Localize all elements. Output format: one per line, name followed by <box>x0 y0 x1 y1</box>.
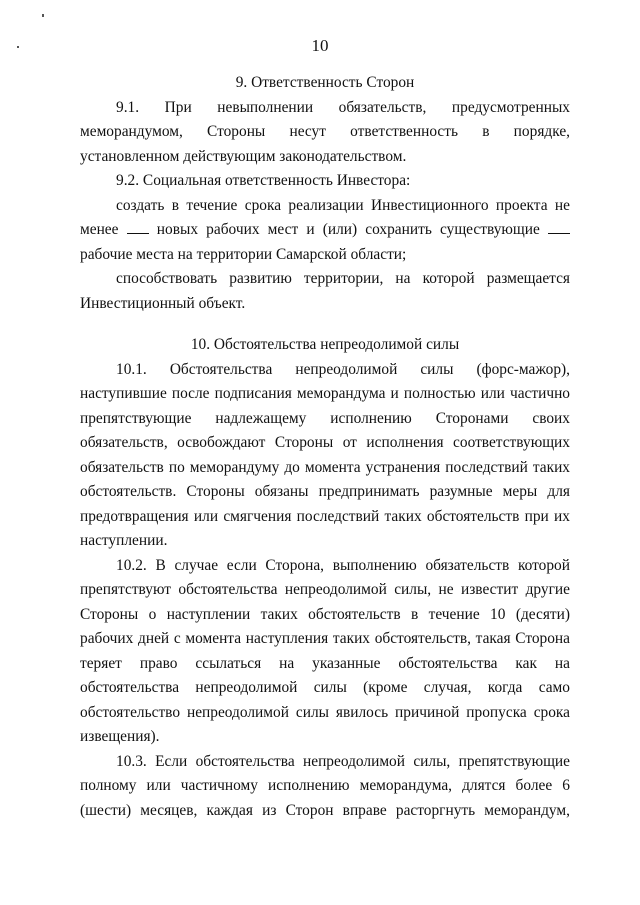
spacer <box>80 316 570 333</box>
blank-field-jobs-new <box>127 221 149 234</box>
social-text-b: новых рабочих мест и (или) сохранить существующие <box>156 221 540 238</box>
document-body <box>80 71 570 823</box>
paragraph-territory-development: способствовать развитию территории, на которой размещается Инвестиционный объект. <box>80 270 570 312</box>
paragraph-social-obligation <box>80 194 570 268</box>
paragraph-9-1: 9.1. При невыполнении обязательств, предусмотренных меморандумом, Стороны несут ответственность в порядке, установленном действующим законодательством. <box>80 98 570 165</box>
social-text-a: создать в течение срока реализации Инвестиционного проекта не менее <box>80 196 570 238</box>
social-text-c: рабочие места на территории Самарской области; <box>80 245 407 263</box>
scan-speck <box>42 14 44 17</box>
page-number: 10 <box>311 36 329 55</box>
paragraph-10-1: 10.1. Обстоятельства непреодолимой силы (форс-мажор), наступившие после подписания меморандума и полностью или частично препятствующие надлежащему исполнению Сторонами своих обязательств, освобождают Стороны от исполнения соответствующих обязательств по меморандуму до момента устранения последствий таких обстоятельств. Стороны обязаны предпринимать разумные меры для предотвращения или смягчения последствий таких обстоятельств при их наступлении. <box>80 360 570 549</box>
section-heading-10: 10. Обстоятельства непреодолимой силы <box>190 336 460 353</box>
paragraph-10-2: 10.2. В случае если Сторона, выполнению обязательств которой препятствуют обстоятельства непреодолимой силы, не известит другие Стороны о наступлении таких обстоятельств в течение 10 (десяти) рабочих дней с момента наступления таких обстоятельств, такая Сторона теряет право ссылаться на указанные обстоятельства как на обстоятельства непреодолимой силы (кроме случая, когда само обстоятельство непреодолимой силы явилось причиной пропуска срока извещения). <box>80 556 570 745</box>
section-heading-9: 9. Ответственность Сторон <box>235 74 415 91</box>
paragraph-10-3: 10.3. Если обстоятельства непреодолимой силы, препятствующие полному или частичному исполнению меморандума, длятся более 6 (шести) месяцев, каждая из Сторон вправе расторгнуть меморандум, <box>80 752 570 819</box>
blank-field-jobs-kept <box>548 221 570 234</box>
paragraph-9-2: 9.2. Социальная ответственность Инвестора: <box>116 172 411 189</box>
